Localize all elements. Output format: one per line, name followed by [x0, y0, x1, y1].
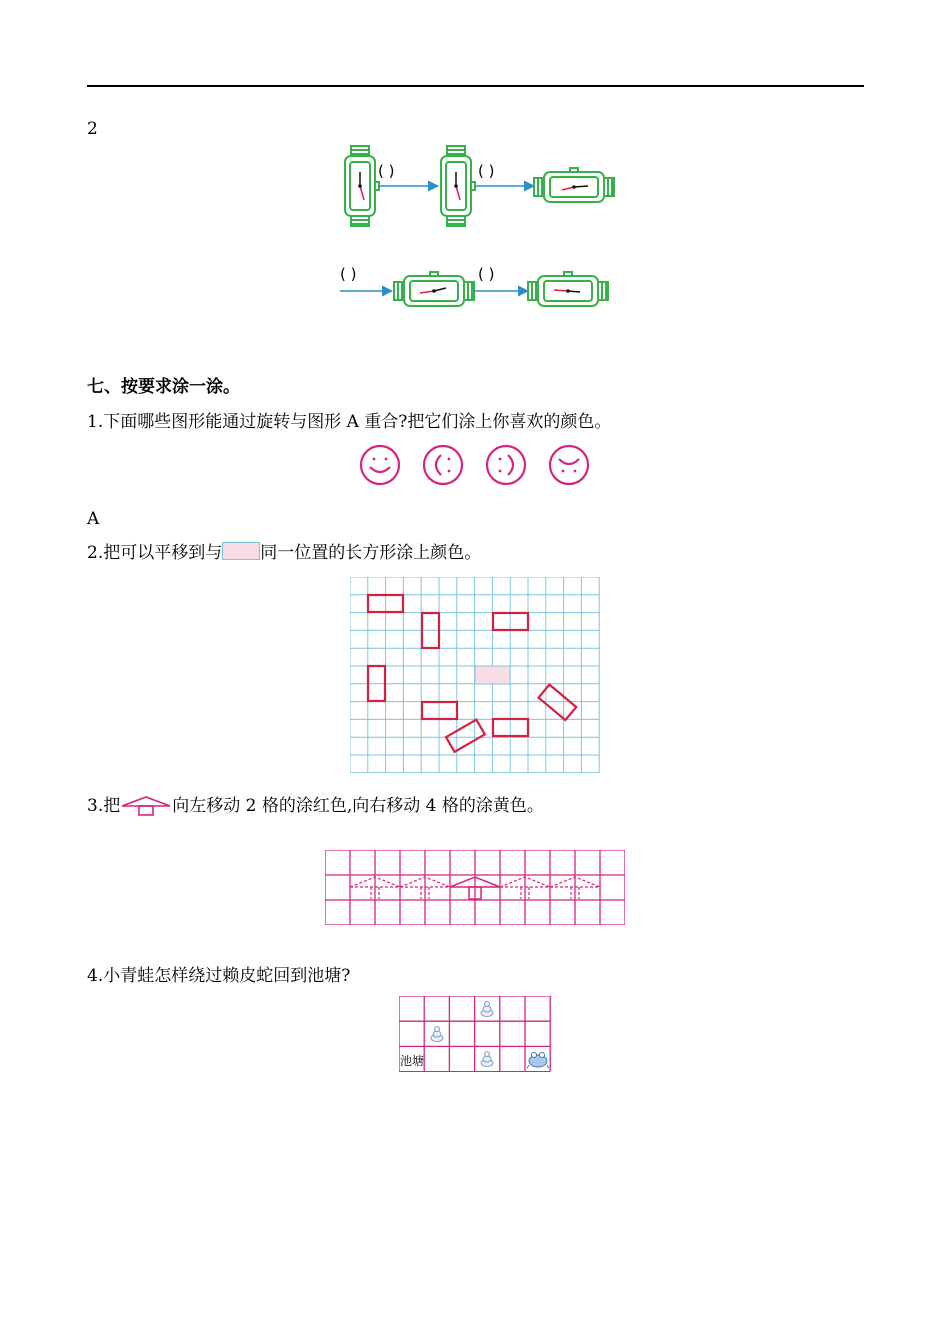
house-icon	[120, 795, 172, 817]
q3-line	[87, 795, 544, 817]
header-rule	[87, 85, 864, 87]
frog-icon	[527, 1053, 549, 1069]
snake-icon	[481, 1002, 493, 1017]
rect-8[interactable]	[539, 685, 577, 721]
translation-grid	[350, 577, 600, 773]
face-a	[361, 446, 399, 484]
q4-text: 4.小青蛙怎样绕过赖皮蛇回到池塘?	[87, 966, 351, 986]
blank-2: ( )	[478, 162, 495, 180]
face-d	[550, 446, 588, 484]
blue-grid-svg	[350, 577, 600, 773]
house-grid-svg	[325, 850, 625, 925]
face-c	[487, 446, 525, 484]
q1-text: 1.下面哪些图形能通过旋转与图形 A 重合?把它们涂上你喜欢的颜色。	[87, 412, 612, 432]
page-number: 2	[87, 119, 98, 139]
watch-2	[441, 146, 475, 226]
q2-target-rect	[222, 542, 260, 560]
target-rect	[475, 666, 510, 684]
blank-4: ( )	[478, 265, 495, 283]
watch-5	[528, 272, 608, 306]
pond-label: 池塘	[400, 1054, 425, 1068]
faces-row	[356, 443, 596, 487]
face-b	[424, 446, 462, 484]
section-title: 七、按要求涂一涂。	[87, 377, 240, 397]
rect-7[interactable]	[446, 720, 485, 752]
q2-text-after: 同一位置的长方形涂上颜色。	[260, 543, 482, 563]
faces-svg	[356, 443, 596, 487]
frog-grid	[399, 996, 551, 1072]
watch-rotation-figure	[330, 140, 630, 320]
q3-text-after: 向左移动 2 格的涂红色,向右移动 4 格的涂黄色。	[172, 796, 544, 816]
watch-1	[345, 146, 379, 226]
q3-text-before: 3.把	[87, 796, 121, 816]
snake-icon	[431, 1027, 443, 1042]
blank-1: ( )	[378, 162, 395, 180]
snake-icon	[481, 1052, 493, 1067]
watch-4	[394, 272, 474, 306]
house-grid	[325, 850, 625, 925]
q2-line	[87, 542, 481, 564]
q2-text-before: 2.把可以平移到与	[87, 543, 223, 563]
figure-a-label: A	[87, 509, 100, 529]
watch-3	[534, 168, 614, 202]
blank-3: ( )	[340, 265, 357, 283]
